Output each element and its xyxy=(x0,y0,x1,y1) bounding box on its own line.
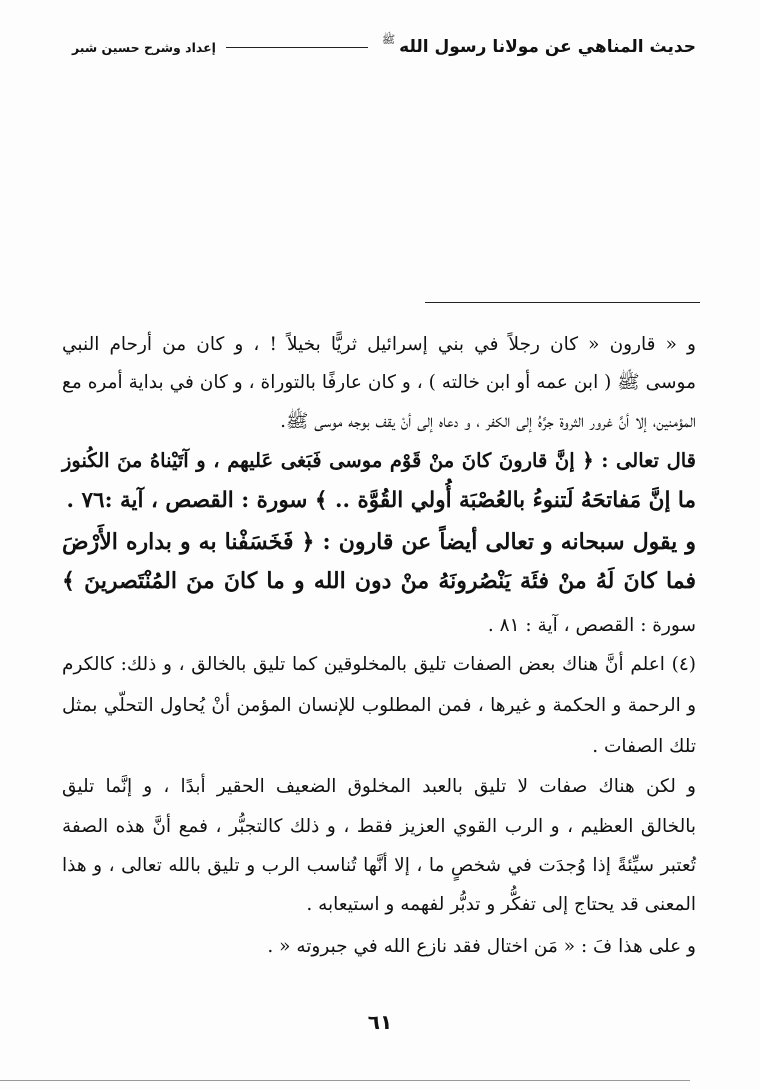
text-line-8: سورة : القصص ، آية : ٨١ . xyxy=(487,615,696,636)
quran-line-2: ما إنَّ مَفاتحَهُ لَتنوءُ بالعُصْبَة أُولي القُوَّة .. ﴾ سورة : القصص ، آية :٧٦ . xyxy=(66,488,696,513)
book-title: حديث المناهي عن مولانا رسول الله xyxy=(399,37,696,57)
quran-line-3: و يقول سبحانه و تعالى أيضاً عن قارون : ﴿ فَخَسَفْنا به و بداره الأَرْضَ xyxy=(62,529,696,555)
running-header xyxy=(72,30,696,64)
quran-line-1: قال تعالى : ﴿ إنَّ قارونَ كانَ منْ قَوْم موسى فَبَغى عَليهم ، و آتَيْناهُ منَ الكُنوز xyxy=(62,449,696,472)
footnote-line-6: تُعتبر سيِّئةً إذا وُجدَت في شخصٍ ما ، إلا أنَّها تُناسب الرب و تليق بالله تعالى ، و هذا xyxy=(62,855,696,876)
header-rule xyxy=(226,47,368,48)
footnote-separator xyxy=(425,302,700,303)
quran-line-4: فما كانَ لَهُ منْ فئَة يَنْصُرونَهُ منْ دون الله و ما كانَ منَ المُنْتَصرينَ ﴾ xyxy=(62,568,696,594)
footnote-line-8: و على هذا فَ : « مَن اختال فقد نازع الله في جبروته « . xyxy=(267,936,696,957)
footnote-line-2: و الرحمة و الحكمة و غيرها ، فمن المطلوب للإنسان المؤمن أنْ يُحاول التحلّي بمثل xyxy=(62,695,696,716)
footnote-line-4: و لكن هناك صفات لا تليق بالعبد المخلوق الضعيف الحقير أبدًا ، و إنَّما تليق xyxy=(62,776,696,797)
footnote-line-1: (٤) اعلم أنَّ هناك بعض الصفات تليق بالمخلوقين كما تليق بالخالق ، و ذلك: كالكرم xyxy=(62,654,696,675)
author-credit: إعداد وشرح حسين شبر xyxy=(72,39,216,55)
text-line-2: موسى ﷺ ( ابن عمه أو ابن خالته ) ، و كان عارفًا بالتوراة ، و كان في بداية أمره مع xyxy=(62,372,696,393)
text-line-3: المؤمنين، إلا أنَّ غرور الثروة جرَّهُ إلى الكفر ، و دعاه إلى أنْ يقف بوجه موسى ﷺ. xyxy=(280,411,696,432)
footnote-line-3: تلك الصفات . xyxy=(592,736,696,757)
bottom-edge-rule xyxy=(0,1080,690,1081)
footnote-line-5: بالخالق العظيم ، و الرب القوي العزيز فقط ، و ذلك كالتجبُّر ، فمع أنَّ هذه الصفة xyxy=(62,816,696,837)
salutation-glyph: ﷺ xyxy=(381,33,396,46)
page-number: ٦١ xyxy=(367,1010,393,1034)
footnote-line-7: المعنى قد يحتاج إلى تفكُّر و تدبُّر لفهمه و استيعابه . xyxy=(306,894,696,915)
text-line-1: و « قارون « كان رجلاً في بني إسرائيل ثريًّا بخيلاً ! ، و كان من أرحام النبي xyxy=(62,334,696,355)
